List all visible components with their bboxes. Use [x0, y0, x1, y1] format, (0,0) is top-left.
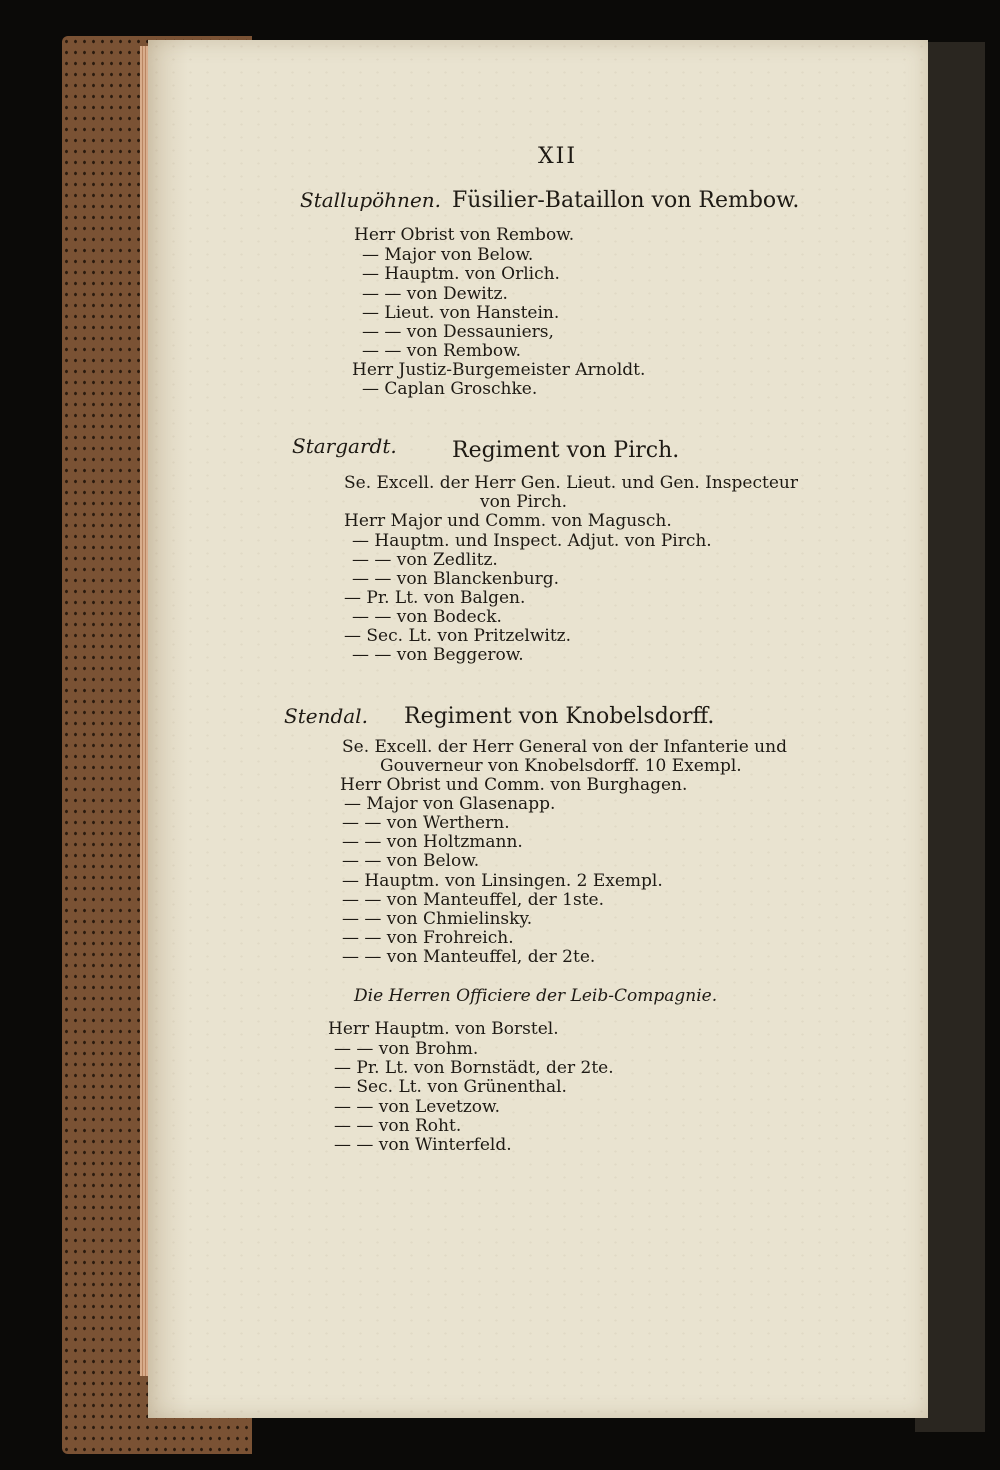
list-item: — — von Werthern. — [342, 813, 510, 833]
list-item: — Pr. Lt. von Balgen. — [344, 588, 526, 608]
regiment-name: Füsilier-Bataillon von Rembow. — [452, 188, 800, 213]
place-name: Stendal. — [284, 704, 368, 728]
list-item: — Caplan Groschke. — [362, 379, 538, 399]
list-item: — Hauptm. und Inspect. Adjut. von Pirch. — [352, 531, 712, 551]
list-item: Herr Hauptm. von Borstel. — [328, 1019, 559, 1039]
page-number: XII — [538, 144, 578, 169]
list-item: — — von Brohm. — [334, 1039, 479, 1059]
list-item: Herr Justiz-Burgemeister Arnoldt. — [352, 360, 646, 380]
list-item: — Lieut. von Hanstein. — [362, 303, 560, 323]
list-item: — Major von Below. — [362, 245, 534, 265]
list-item: — Hauptm. von Linsingen. 2 Exempl. — [342, 871, 663, 891]
regiment-name: Regiment von Pirch. — [452, 438, 680, 463]
list-item: Se. Excell. der Herr General von der Infanterie und — [342, 737, 787, 757]
list-item: — — von Holtzmann. — [342, 832, 523, 852]
list-item: — — von Manteuffel, der 2te. — [342, 947, 596, 967]
list-item: — Sec. Lt. von Pritzelwitz. — [344, 626, 572, 646]
list-item: — — von Dewitz. — [362, 284, 508, 304]
regiment-name: Regiment von Knobelsdorff. — [404, 704, 715, 729]
list-item: — Major von Glasenapp. — [344, 794, 556, 814]
list-item: — — von Frohreich. — [342, 928, 514, 948]
list-item: — — von Zedlitz. — [352, 550, 498, 570]
list-item: von Pirch. — [480, 492, 568, 512]
list-item: Herr Obrist von Rembow. — [354, 225, 575, 245]
list-item: — — von Bodeck. — [352, 607, 502, 627]
list-item: — Pr. Lt. von Bornstädt, der 2te. — [334, 1058, 614, 1078]
list-item: — — von Dessauniers, — [362, 322, 554, 342]
list-item: — — von Roht. — [334, 1116, 462, 1136]
list-item: — — von Rembow. — [362, 341, 522, 361]
list-item: Gouverneur von Knobelsdorff. 10 Exempl. — [380, 756, 742, 776]
list-item: Se. Excell. der Herr Gen. Lieut. und Gen. Inspecteur — [344, 473, 798, 493]
list-item: — — von Winterfeld. — [334, 1135, 512, 1155]
list-item: — Hauptm. von Orlich. — [362, 264, 560, 284]
place-name: Stargardt. — [292, 434, 397, 458]
list-item: — — von Manteuffel, der 1ste. — [342, 890, 605, 910]
list-item: — — von Beggerow. — [352, 645, 524, 665]
book-page — [148, 40, 928, 1418]
list-item: — — von Chmielinsky. — [342, 909, 533, 929]
list-item: — — von Below. — [342, 851, 480, 871]
list-item: Herr Obrist und Comm. von Burghagen. — [340, 775, 688, 795]
place-name: Stallupöhnen. — [300, 188, 442, 212]
subheading: Die Herren Officiere der Leib-Compagnie. — [354, 986, 718, 1006]
list-item: — — von Blanckenburg. — [352, 569, 560, 589]
list-item: Herr Major und Comm. von Magusch. — [344, 511, 672, 531]
list-item: — — von Levetzow. — [334, 1097, 500, 1117]
list-item: — Sec. Lt. von Grünenthal. — [334, 1077, 567, 1097]
